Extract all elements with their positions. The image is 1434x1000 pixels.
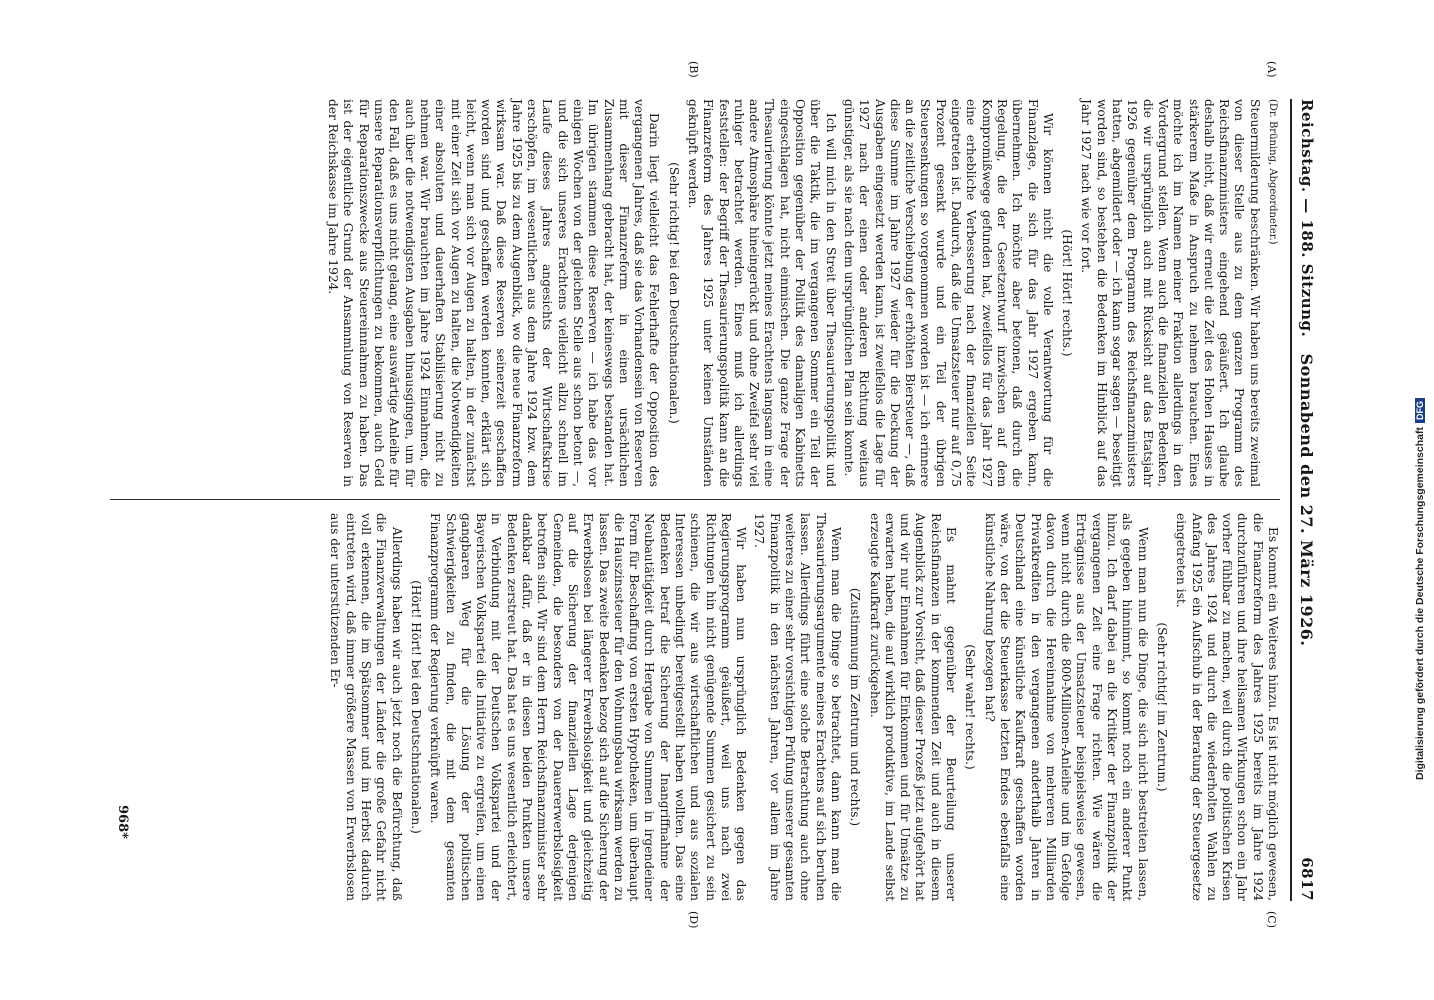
- sheet-marker: 968*: [115, 805, 130, 839]
- paragraph: Allerdings haben wir auch jetzt noch die Befürchtung, daß die Finanzverwaltungen der Länder die große Gefahr nicht voll erkennen, die im Spätsommer und im Herbst dadurch eintreten wird, daß immer größere Massen von Erwerbslosen aus der unterstützenden Er-: [328, 513, 404, 901]
- paragraph: Es kommt ein Weiteres hinzu. Es ist nicht möglich gewesen, die Finanzreform des Jahres 1925 bereits im Jahre 1924 durchzuführen und ihre heilsamen Wirkungen schon ein Jahr vorher fühlbar zu machen, weil durch die politischen Krisen des Jahres 1924 und durch die wiederholten Wahlen zu Anfang 1925 ein Aufschub in der Beratung der Steuergesetze eingetreten ist.: [1174, 513, 1280, 901]
- interjection: (Hört! Hört! bei den Deutschnationalen.): [408, 580, 423, 834]
- paragraph: Wenn man die Dinge so betrachtet, dann kann man die Thesaurierungsargumente meines Erachtens auf sich beruhen lassen. Allerdings führt eine solche Betrachtung auch ohne weiteres zu einer sehr vorsichtigen Prüfung unserer gesamten Finanzpolitik in den nächsten Jahren, vor allem im Jahre 1927.: [752, 513, 843, 901]
- interjection: (Sehr wahr! rechts.): [963, 644, 978, 770]
- header-page-number: 6817: [1298, 857, 1316, 901]
- rotated-page-content: [90, 61, 1320, 929]
- paragraph: Darin liegt vielleicht das Fehlerhafte der Opposition des vergangenen Jahres, daß sie das Vorhandensein von Reserven mit dieser Finanzreform in einen ursächlichen Zusammenhang gebracht hat, der keineswegs bestanden hat. Im übrigen stammen diese Reserven — ich habe das vor einigen Wochen von der gleichen Stelle aus schon betont —, und die sich unseres Erachtens vielleicht allzu schnell im Laufe dieses Jahres angesichts der Wirtschaftskrise erschöpfen, im wesentlichen aus dem Jahre 1924 bzw. dem Jahre 1925 bis zu dem Augenblick, wo die neue Finanzreform wirksam war. Daß diese Reserven seinerzeit geschaffen worden sind und geschaffen werden konnten, erklärt sich leicht, wenn man sich vor Augen zu halten, in der zunächst mit einer Zeit sich vor Augen zu halten, die Notwendigkeiten einer absoluten und dauerhaften Stabilisierung nicht zu nehmen war. Wir brauchten im Jahre 1924 Einnahmen, die auch über die notwendigsten Ausgaben hinausgingen, um für den Fall, daß es uns nicht gelang, eine auswärtige Anleihe für unsere Reparationsverpflichtungen zu bekommen, auch Geld für Reparationszwecke aus Steuereinnahmen zu haben. Das ist der eigentliche Grund der Ansammlung von Reserven in der Reichskasse im Jahre 1924.: [326, 99, 662, 487]
- paragraph: Wir haben nun ursprünglich Bedenken gegen das Regierungsprogramm geäußert, weil uns nach zwei Richtungen hin nicht genügende Summen gesichert zu sein schienen, die wir aus wirtschaftlichen und aus sozialen Interessen unbedingt bereitgestellt haben wollten. Das eine Bedenken betraf die Sicherung der Inangriffnahme der Neubautätigkeit durch Hergabe von Summen in irgendeiner Form für Beschaffung von ersten Hypotheken, um überhaupt die Hauszinssteuer für den Wohnungsbau wirksam werden zu lassen. Das zweite Bedenken bezog sich auf die Sicherung der Erwerbslosen bei längerer Erwerbslosigkeit und gleichzeitig auf die Sicherung der finanziellen Lage derjenigen Gemeinden, die besonders von der Dauererwerbslosigkeit betroffen sind. Wir sind dem Herrn Reichsfinanzminister sehr dankbar dafür, daß er in diesen beiden Punkten unsere Bedenken zerstreut hat. Das hat es uns wesentlich erleichtert, in Verbindung mit der Deutschen Volkspartei und der Bayerischen Volkspartei die Initiative zu ergreifen, um einen gangbaren Weg für die Lösung der politischen Schwierigkeiten zu finden, die mit dem gesamten Finanzprogramm der Regierung verknüpft waren.: [428, 513, 749, 901]
- header-rule: [1290, 99, 1292, 901]
- paragraph: Ich will mich in den Streit über Thesaurierungspolitik und über die Taktik, die im vergangenen Sommer ein Teil der Opposition gegenüber der Politik des damaligen Kabinetts eingeschlagen hat, nicht einmischen. Die ganze Frage der Thesaurierung könnte jetzt meines Erachtens langsam in eine andere Atmosphäre hineingerückt und ohne Zweifel sehr viel ruhiger betrachtet werden. Eines muß ich allerdings feststellen: der Begriff der Thesaurierungspolitik kann an die Finanzreform des Jahres 1925 unter keinen Umständen geknüpft werden.: [686, 99, 838, 487]
- interjection: (Sehr richtig! bei den Deutschnationalen.): [666, 162, 681, 424]
- interjection: (Hört! Hört! rechts.): [1060, 229, 1075, 357]
- column-divider: [110, 499, 1280, 500]
- margin-mark-c: (C): [1265, 911, 1278, 928]
- header-date: Sonnabend den 27. März 1926.: [1297, 353, 1316, 647]
- interjection: (Sehr richtig! im Zentrum.): [1154, 622, 1169, 792]
- dfg-logo: DFG: [1415, 398, 1425, 423]
- speaker-line: (Dr. Brüning, Abgeordneter.): [1267, 99, 1278, 245]
- paragraph: Wir können nicht die volle Verantwortung für die Finanzlage, die sich für das Jahr 1927 ergeben kann, übernehmen. Ich möchte aber betonen, daß durch die Regelung, die der Gesetzentwurf inzwischen auf dem Kompromißwege gefunden hat, zweifellos für das Jahr 1927 eine erhebliche Verbesserung nach der finanziellen Seite eingetreten ist. Dadurch, daß die Umsatzsteuer nur auf 0,75 Prozent gesenkt wurde und ein Teil der übrigen Steuersenkungen so vorgenommen worden ist — ich erinnere an die zeitliche Verschiebung der erhöhten Biersteuer —, daß diese Summe im Jahre 1927 wieder für die Deckung der Ausgaben eingesetzt werden kann, ist zweifellos die Lage für 1927 nach der einen oder anderen Richtung weitaus günstiger, als sie nach dem ursprünglichen Plan sein konnte.: [841, 99, 1055, 487]
- interjection: (Zustimmung im Zentrum und rechts.): [848, 587, 863, 827]
- paragraph: Wenn man nun die Dinge, die sich nicht bestreiten lassen, als gegeben hinnimmt, so kommt noch ein anderer Punkt hinzu. Ich darf dabei an die Kritiker der Finanzpolitik der vergangenen Zeit eine Frage richten. Wie wären die Erträgnisse aus der Umsatzsteuer beispielsweise gewesen, wenn nicht durch die 800-Millionen-Anleihe und im Gefolge davon durch die Hereinnahme von mehreren Milliarden Privatkrediten in den vergangenen anderthalb Jahren in Deutschland eine künstliche Kaufkraft geschaffen worden wäre, von der die Steuerkasse letzten Endes ebenfalls eine künstliche Nahrung bezogen hat?: [982, 513, 1150, 901]
- left-column: [322, 99, 1280, 487]
- page-header: [1286, 95, 1320, 905]
- margin-mark-a: (A): [1265, 61, 1278, 78]
- paragraph: Steuermilderung beschränken. Wir haben uns bereits zweimal von dieser Stelle aus zu dem ganzen Programm des Reichsfinanzministers eingehend geäußert. Ich glaube deshalb nicht, daß wir erneut die Zeit des Hohen Hauses in stärkerem Maße in Anspruch zu nehmen brauchen. Eines möchte ich im Namen meiner Fraktion allerdings in den Vordergrund stellen. Wenn auch die finanziellen Bedenken, die wir ursprünglich auch mit Rücksicht auf das Etatsjahr 1926 gegenüber dem Programm des Reichsfinanzministers hatten, abgemildert oder — ich kann sogar sagen — beseitigt worden sind, so bestehen die Bedenken im Hinblick auf das Jahr 1927 nach wie vor fort.: [1079, 99, 1262, 487]
- digitization-credit: [1412, 60, 1428, 780]
- header-session: Reichstag. — 188. Sitzung.: [1298, 99, 1316, 338]
- margin-mark-b: (B): [687, 61, 700, 78]
- digitization-text: Digitalisierung gefördert durch die Deutsche Forschungsgemeinschaft: [1414, 427, 1426, 780]
- margin-mark-d: (D): [687, 911, 700, 929]
- paragraph: Es mahnt gegenüber der Beurteilung unserer Reichsfinanzen in der kommenden Zeit und auch in diesem Augenblick zur Vorsicht, daß dieser Prozeß jetzt aufgehört hat und wir nur Einnahmen für Einkommen und für Umsätze zu erwarten haben, die auf wirklich produktive, im Lande selbst erzeugte Kaufkraft zurückgehen.: [867, 513, 959, 901]
- right-column: [324, 513, 1280, 901]
